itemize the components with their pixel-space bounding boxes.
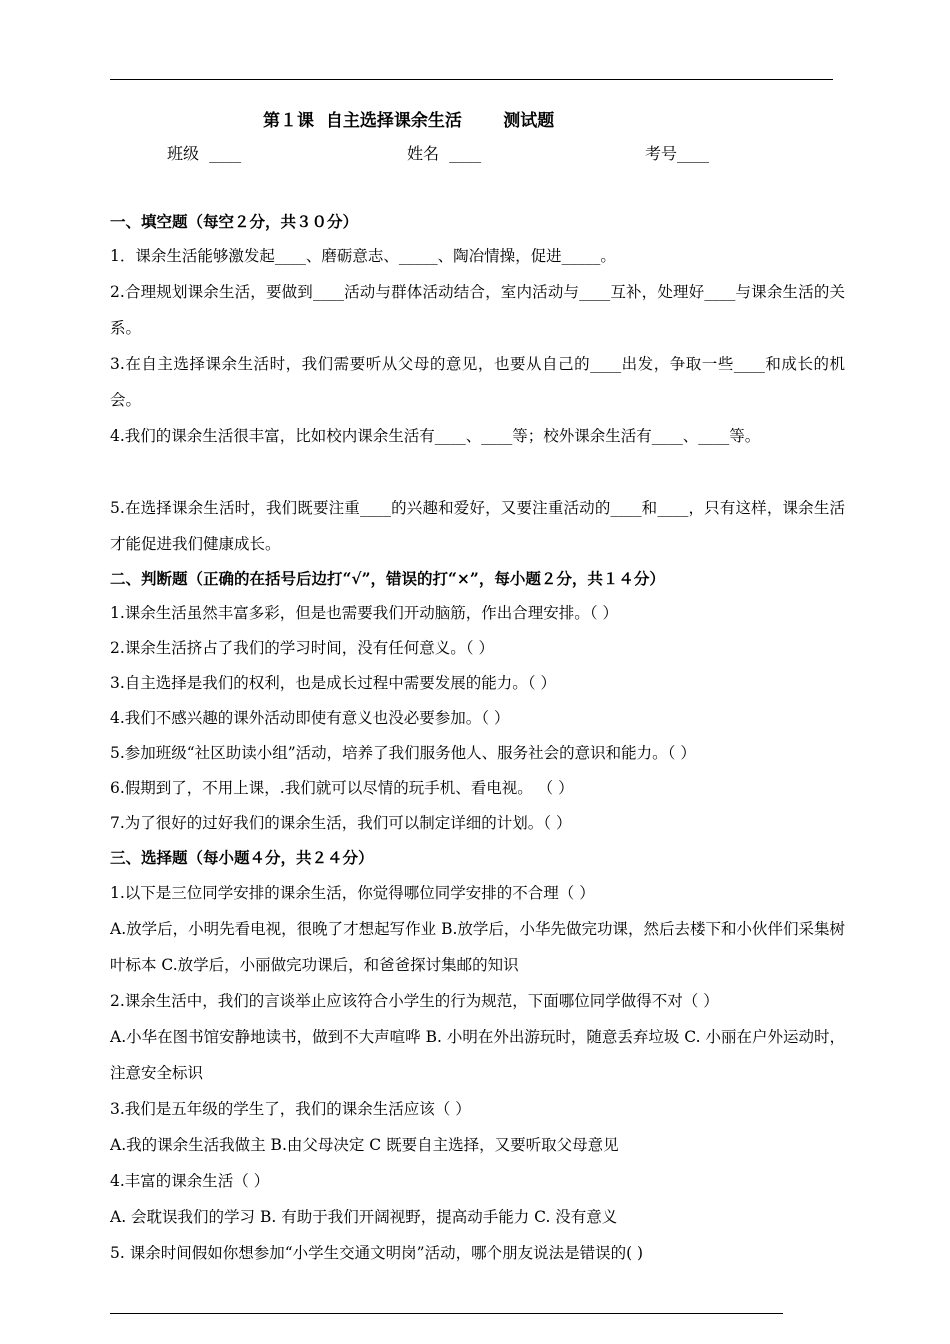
question-3-5: 5. 课余时间假如你想参加“小学生交通文明岗”活动，哪个朋友说法是错误的( ) [110, 1244, 644, 1262]
question-2-2: 2.课余生活挤占了我们的学习时间，没有任何意义。（ ） [110, 639, 494, 657]
question-1-1: 1．课余生活能够激发起____、磨砺意志、_____、陶冶情操，促进_____。 [110, 247, 616, 265]
question-3-4: 4.丰富的课余生活（ ） [110, 1172, 270, 1190]
question-2-5: 5.参加班级“社区助读小组”活动，培养了我们服务他人、服务社会的意识和能力。（ ） [110, 744, 696, 762]
question-1-3: 3.在自主选择课余生活时，我们需要听从父母的意见，也要从自己的____出发，争取一些____和成长的机会。 [110, 355, 845, 409]
question-3-1-options: A.放学后，小明先看电视，很晚了才想起写作业 B.放学后，小华先做完功课，然后去楼下和小伙伴们采集树叶标本 C.放学后，小丽做完功课后，和爸爸探讨集邮的知识 [110, 920, 845, 974]
question-3-1: 1.以下是三位同学安排的课余生活，你觉得哪位同学安排的不合理（ ） [110, 884, 595, 902]
exam-number-field: 考号____ [645, 144, 710, 163]
question-1-4: 4.我们的课余生活很丰富，比如校内课余生活有____、____等；校外课余生活有____、____等。 [110, 427, 761, 445]
question-2-4: 4.我们不感兴趣的课外活动即使有意义也没必要参加。（ ） [110, 709, 510, 727]
question-3-2: 2.课余生活中，我们的言谈举止应该符合小学生的行为规范，下面哪位同学做得不对（ ） [110, 992, 719, 1010]
section-heading-true-false: 二、判断题（正确的在括号后边打“√”，错误的打“×”，每小题２分，共１４分） [110, 569, 665, 588]
question-1-5: 5.在选择课余生活时，我们既要注重____的兴趣和爱好，又要注重活动的____和____，只有这样，课余生活才能促进我们健康成长。 [110, 499, 845, 553]
question-2-7: 7.为了很好的过好我们的课余生活，我们可以制定详细的计划。（ ） [110, 814, 572, 832]
question-1-2: 2.合理规划课余生活，要做到____活动与群体活动结合，室内活动与____互补，处理好____与课余生活的关系。 [110, 283, 845, 337]
top-rule [110, 79, 833, 80]
page-title: 第１课 自主选择课余生活 测试题 [263, 111, 555, 131]
question-2-3: 3.自主选择是我们的权利，也是成长过程中需要发展的能力。（ ） [110, 674, 556, 692]
section-heading-fill-blank: 一、填空题（每空２分，共３０分） [110, 212, 359, 231]
question-3-3-options: A.我的课余生活我做主 B.由父母决定 C 既要自主选择，又要听取父母意见 [110, 1136, 619, 1154]
name-field: 姓名 ____ [407, 144, 482, 163]
question-3-4-options: A. 会耽误我们的学习 B. 有助于我们开阔视野，提高动手能力 C. 没有意义 [110, 1208, 618, 1226]
bottom-rule [110, 1313, 783, 1314]
question-2-1: 1.课余生活虽然丰富多彩，但是也需要我们开动脑筋，作出合理安排。（ ） [110, 604, 618, 622]
section-heading-multiple-choice: 三、选择题（每小题４分，共２４分） [110, 848, 374, 867]
question-2-6: 6.假期到了，不用上课，.我们就可以尽情的玩手机、看电视。 （ ） [110, 779, 574, 797]
class-field: 班级 ____ [167, 144, 242, 163]
question-3-3: 3.我们是五年级的学生了，我们的课余生活应该（ ） [110, 1100, 471, 1118]
question-3-2-options: A.小华在图书馆安静地读书，做到不大声喧哗 B. 小明在外出游玩时，随意丢弃垃圾 C. 小丽在户外运动时，注意安全标识 [110, 1028, 845, 1082]
exam-content [110, 205, 845, 1271]
